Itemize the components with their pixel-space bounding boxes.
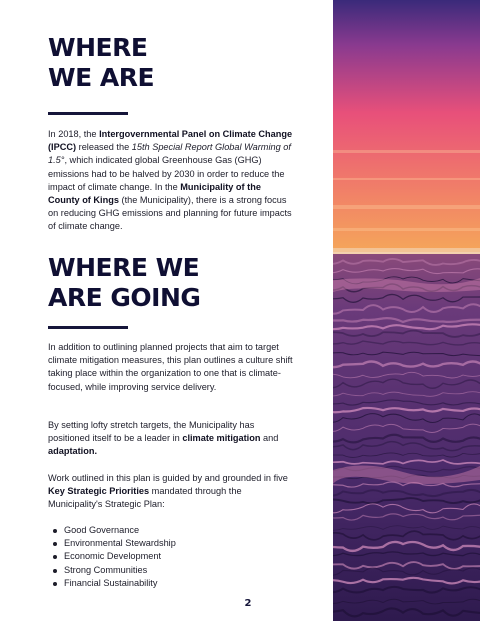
intro-paragraph: In 2018, the Intergovernmental Panel on Climate Change (IPCC) released the 15th Special Report Global Warming of 1.5°, which indicated global Greenhouse Gas (GHG) emissions had to be halved by 2030 in order to reduce the impact of climate change. In the Municipality of the County of Kings (the Municipality), there is a strong focus on reducing GHG emissions and planning for future impacts of climate change. [48, 129, 293, 232]
stretch-targets-paragraph: By setting lofty stretch targets, the Municipality has positioned itself to be a leader in climate mitigation and adaptation. [48, 420, 279, 457]
heading-where-we-are: WHERE WE ARE [48, 33, 155, 92]
priorities-list [52, 524, 176, 590]
heading-where-we-are-going: WHERE WE ARE GOING [48, 253, 201, 312]
list-item: Good Governance [52, 524, 176, 537]
list-item: Financial Sustainability [52, 577, 176, 590]
page-number: 2 [244, 598, 252, 609]
list-item: Strong Communities [52, 564, 176, 577]
sunset-beach-photo [333, 0, 480, 621]
list-item: Environmental Stewardship [52, 537, 176, 550]
culture-shift-paragraph: In addition to outlining planned projects that aim to target climate mitigation measures, this plan outlines a culture shift taking place within the organization to one that is climate-focused, while improving service delivery. [48, 342, 293, 392]
heading-underline [48, 326, 128, 329]
list-item: Economic Development [52, 550, 176, 563]
strategic-priorities-paragraph: Work outlined in this plan is guided by and grounded in five Key Strategic Priorities mandated through the Municipality's Strategic Plan: [48, 473, 288, 510]
heading-underline [48, 112, 128, 115]
